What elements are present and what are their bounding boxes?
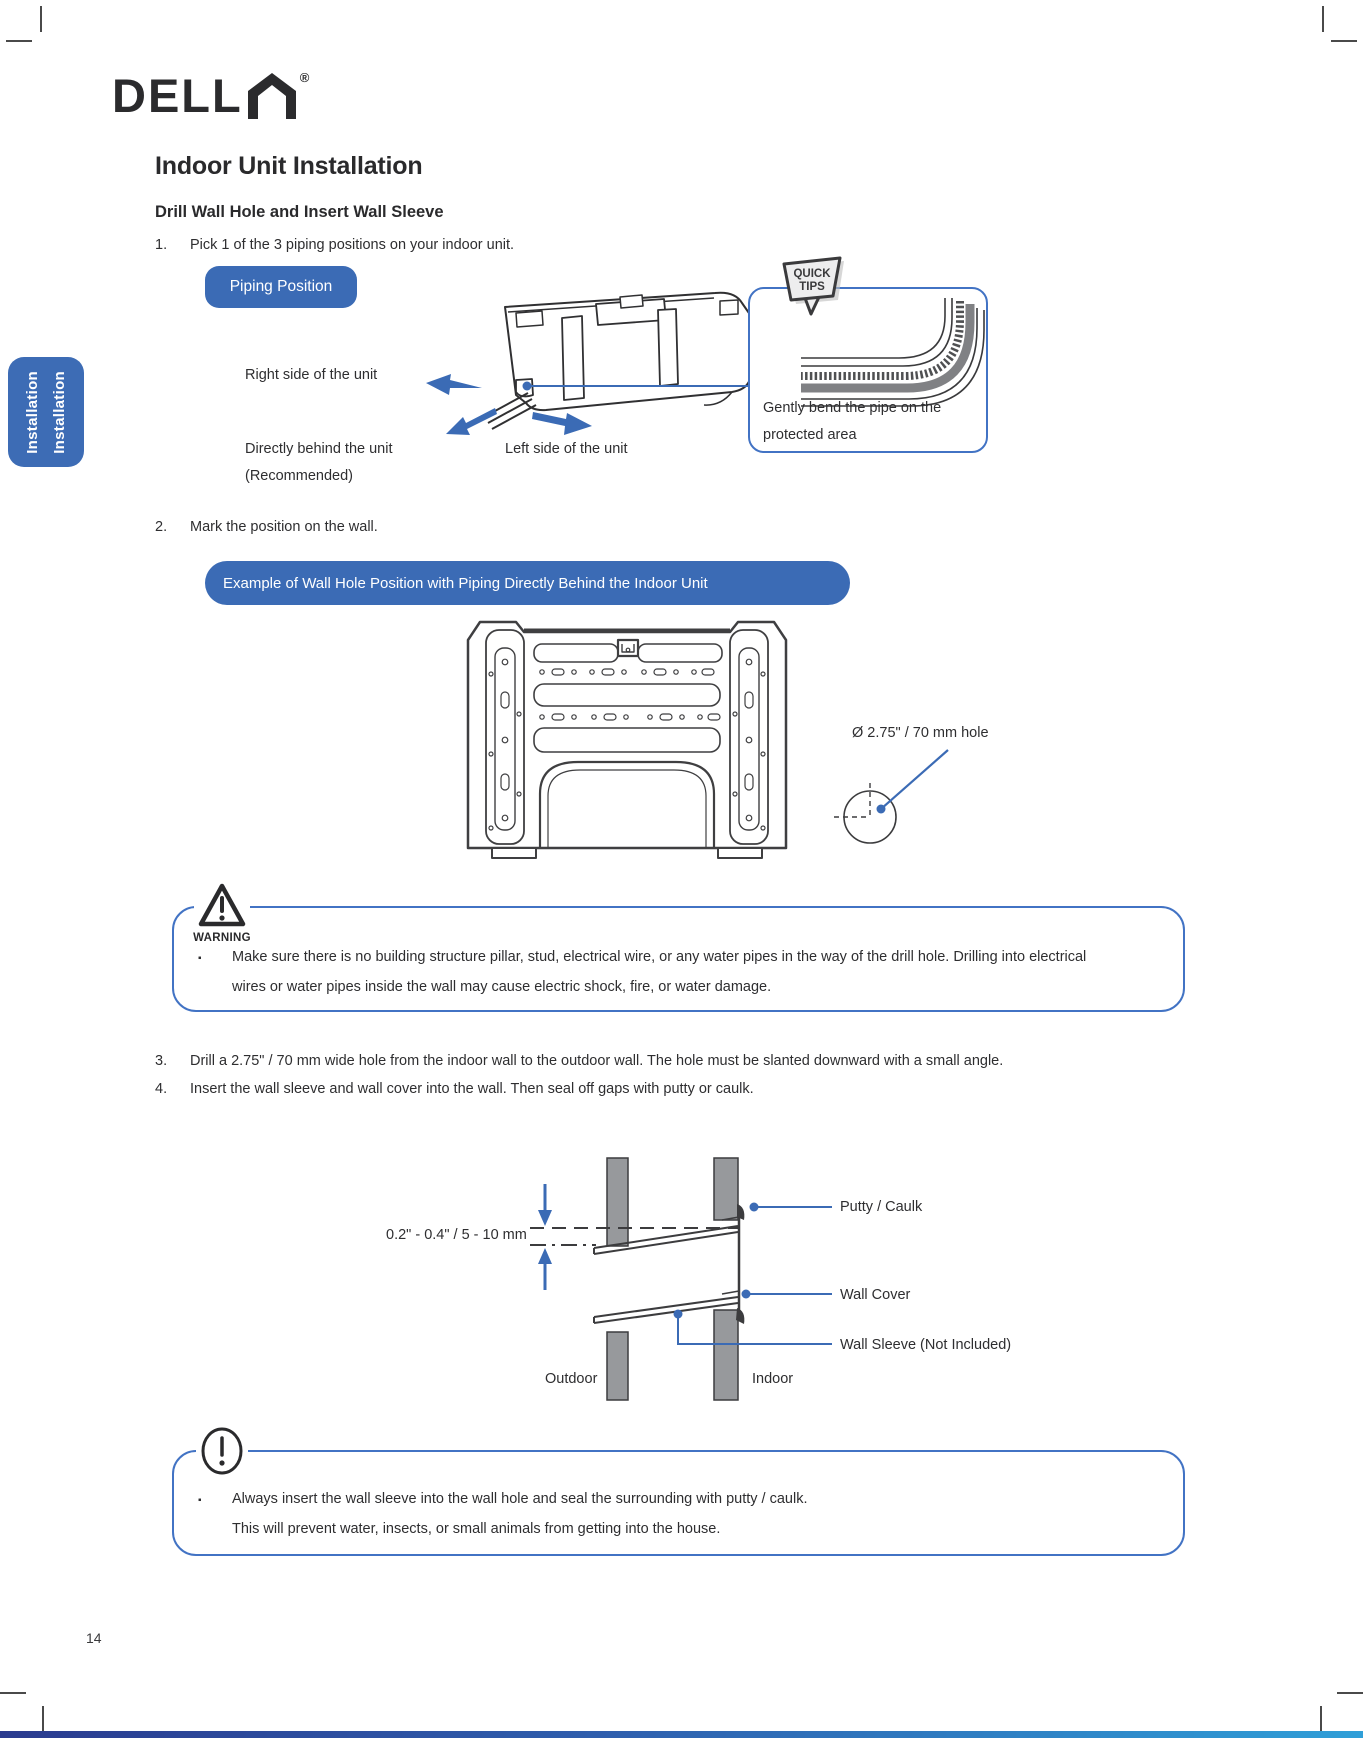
label-recommended: (Recommended)	[245, 468, 353, 484]
step-text: Pick 1 of the 3 piping positions on your indoor unit.	[190, 237, 515, 253]
crop-mark	[6, 40, 32, 42]
quick-tips-text-line1: Gently bend the pipe on the	[763, 400, 942, 416]
piping-position-badge	[205, 266, 357, 308]
crop-mark	[1337, 1692, 1363, 1694]
sidebar-tab-label: Installation	[24, 370, 41, 454]
note-icon-wrap	[196, 1424, 248, 1478]
step-number: 4.	[155, 1081, 168, 1097]
step-number: 2.	[155, 519, 168, 535]
example-banner-text: Example of Wall Hole Position with Piping Directly Behind the Indoor Unit	[223, 574, 708, 592]
crop-mark	[1322, 6, 1324, 32]
sidebar-tab-installation	[8, 357, 84, 467]
wall-cover-label: Wall Cover	[840, 1287, 911, 1303]
putty-caulk-label: Putty / Caulk	[840, 1199, 923, 1215]
outdoor-label: Outdoor	[545, 1371, 598, 1387]
page-number: 14	[86, 1630, 102, 1646]
label-left-side: Left side of the unit	[505, 441, 628, 457]
crop-mark	[1331, 40, 1357, 42]
bottom-color-bar	[0, 1731, 1363, 1738]
brand-word: DELL	[112, 69, 243, 122]
note-text-line2: This will prevent water, insects, or small animals from getting into the house.	[232, 1521, 721, 1537]
warning-text-line2: wires or water pipes inside the wall may cause electric shock, fire, or water damage.	[232, 979, 772, 995]
leader-line	[529, 385, 748, 387]
warning-icon-wrap	[194, 878, 250, 932]
section-subtitle: Drill Wall Hole and Insert Wall Sleeve	[155, 203, 444, 221]
crop-mark	[40, 6, 42, 32]
wall-hole-diagram	[820, 700, 1020, 850]
sleeve-dimension-label: 0.2" - 0.4" / 5 - 10 mm	[386, 1227, 527, 1243]
step-text: Insert the wall sleeve and wall cover into the wall. Then seal off gaps with putty or caulk.	[190, 1081, 754, 1097]
note-text-line1: Always insert the wall sleeve into the wall hole and seal the surrounding with putty / caulk.	[232, 1491, 808, 1507]
quick-tips-text-line2: protected area	[763, 427, 857, 443]
page-title: Indoor Unit Installation	[155, 152, 423, 180]
warning-title: WARNING	[193, 932, 251, 944]
piping-position-label: Piping Position	[229, 278, 333, 295]
warning-triangle-icon	[197, 882, 247, 929]
wall-sleeve-diagram	[380, 1148, 1040, 1410]
example-banner	[205, 561, 850, 605]
step-number: 3.	[155, 1053, 168, 1069]
wall-sleeve-label: Wall Sleeve (Not Included)	[840, 1337, 1012, 1353]
mounting-plate-diagram	[462, 614, 792, 862]
registered-mark: ®	[299, 70, 310, 85]
label-directly-behind: Directly behind the unit	[245, 441, 393, 457]
crop-mark	[0, 1692, 26, 1694]
step-number: 1.	[155, 237, 168, 253]
hole-size-label: Ø 2.75" / 70 mm hole	[852, 725, 989, 741]
house-a-icon	[246, 72, 298, 119]
indoor-label: Indoor	[752, 1371, 794, 1387]
sidebar-tab-label: Installation	[51, 370, 68, 454]
brand-logo	[112, 69, 310, 122]
note-bullet: ▪	[198, 1495, 202, 1506]
quick-tips-badge-line1: QUICK	[793, 268, 831, 280]
quick-tips-badge-line2: TIPS	[799, 281, 825, 293]
warning-bullet: ▪	[198, 953, 202, 964]
exclamation-circle-icon	[200, 1426, 244, 1476]
warning-text-line1: Make sure there is no building structure pillar, stud, electrical wire, or any water pipes in the way of the drill hole. Drilling into electrical	[232, 949, 1087, 965]
quick-tips-badge	[778, 254, 850, 320]
step-text: Drill a 2.75" / 70 mm wide hole from the indoor wall to the outdoor wall. The hole must be slanted downward with a small angle.	[190, 1053, 1004, 1069]
step-text: Mark the position on the wall.	[190, 519, 378, 535]
label-right-side: Right side of the unit	[245, 367, 378, 383]
indoor-unit-diagram	[420, 262, 760, 438]
